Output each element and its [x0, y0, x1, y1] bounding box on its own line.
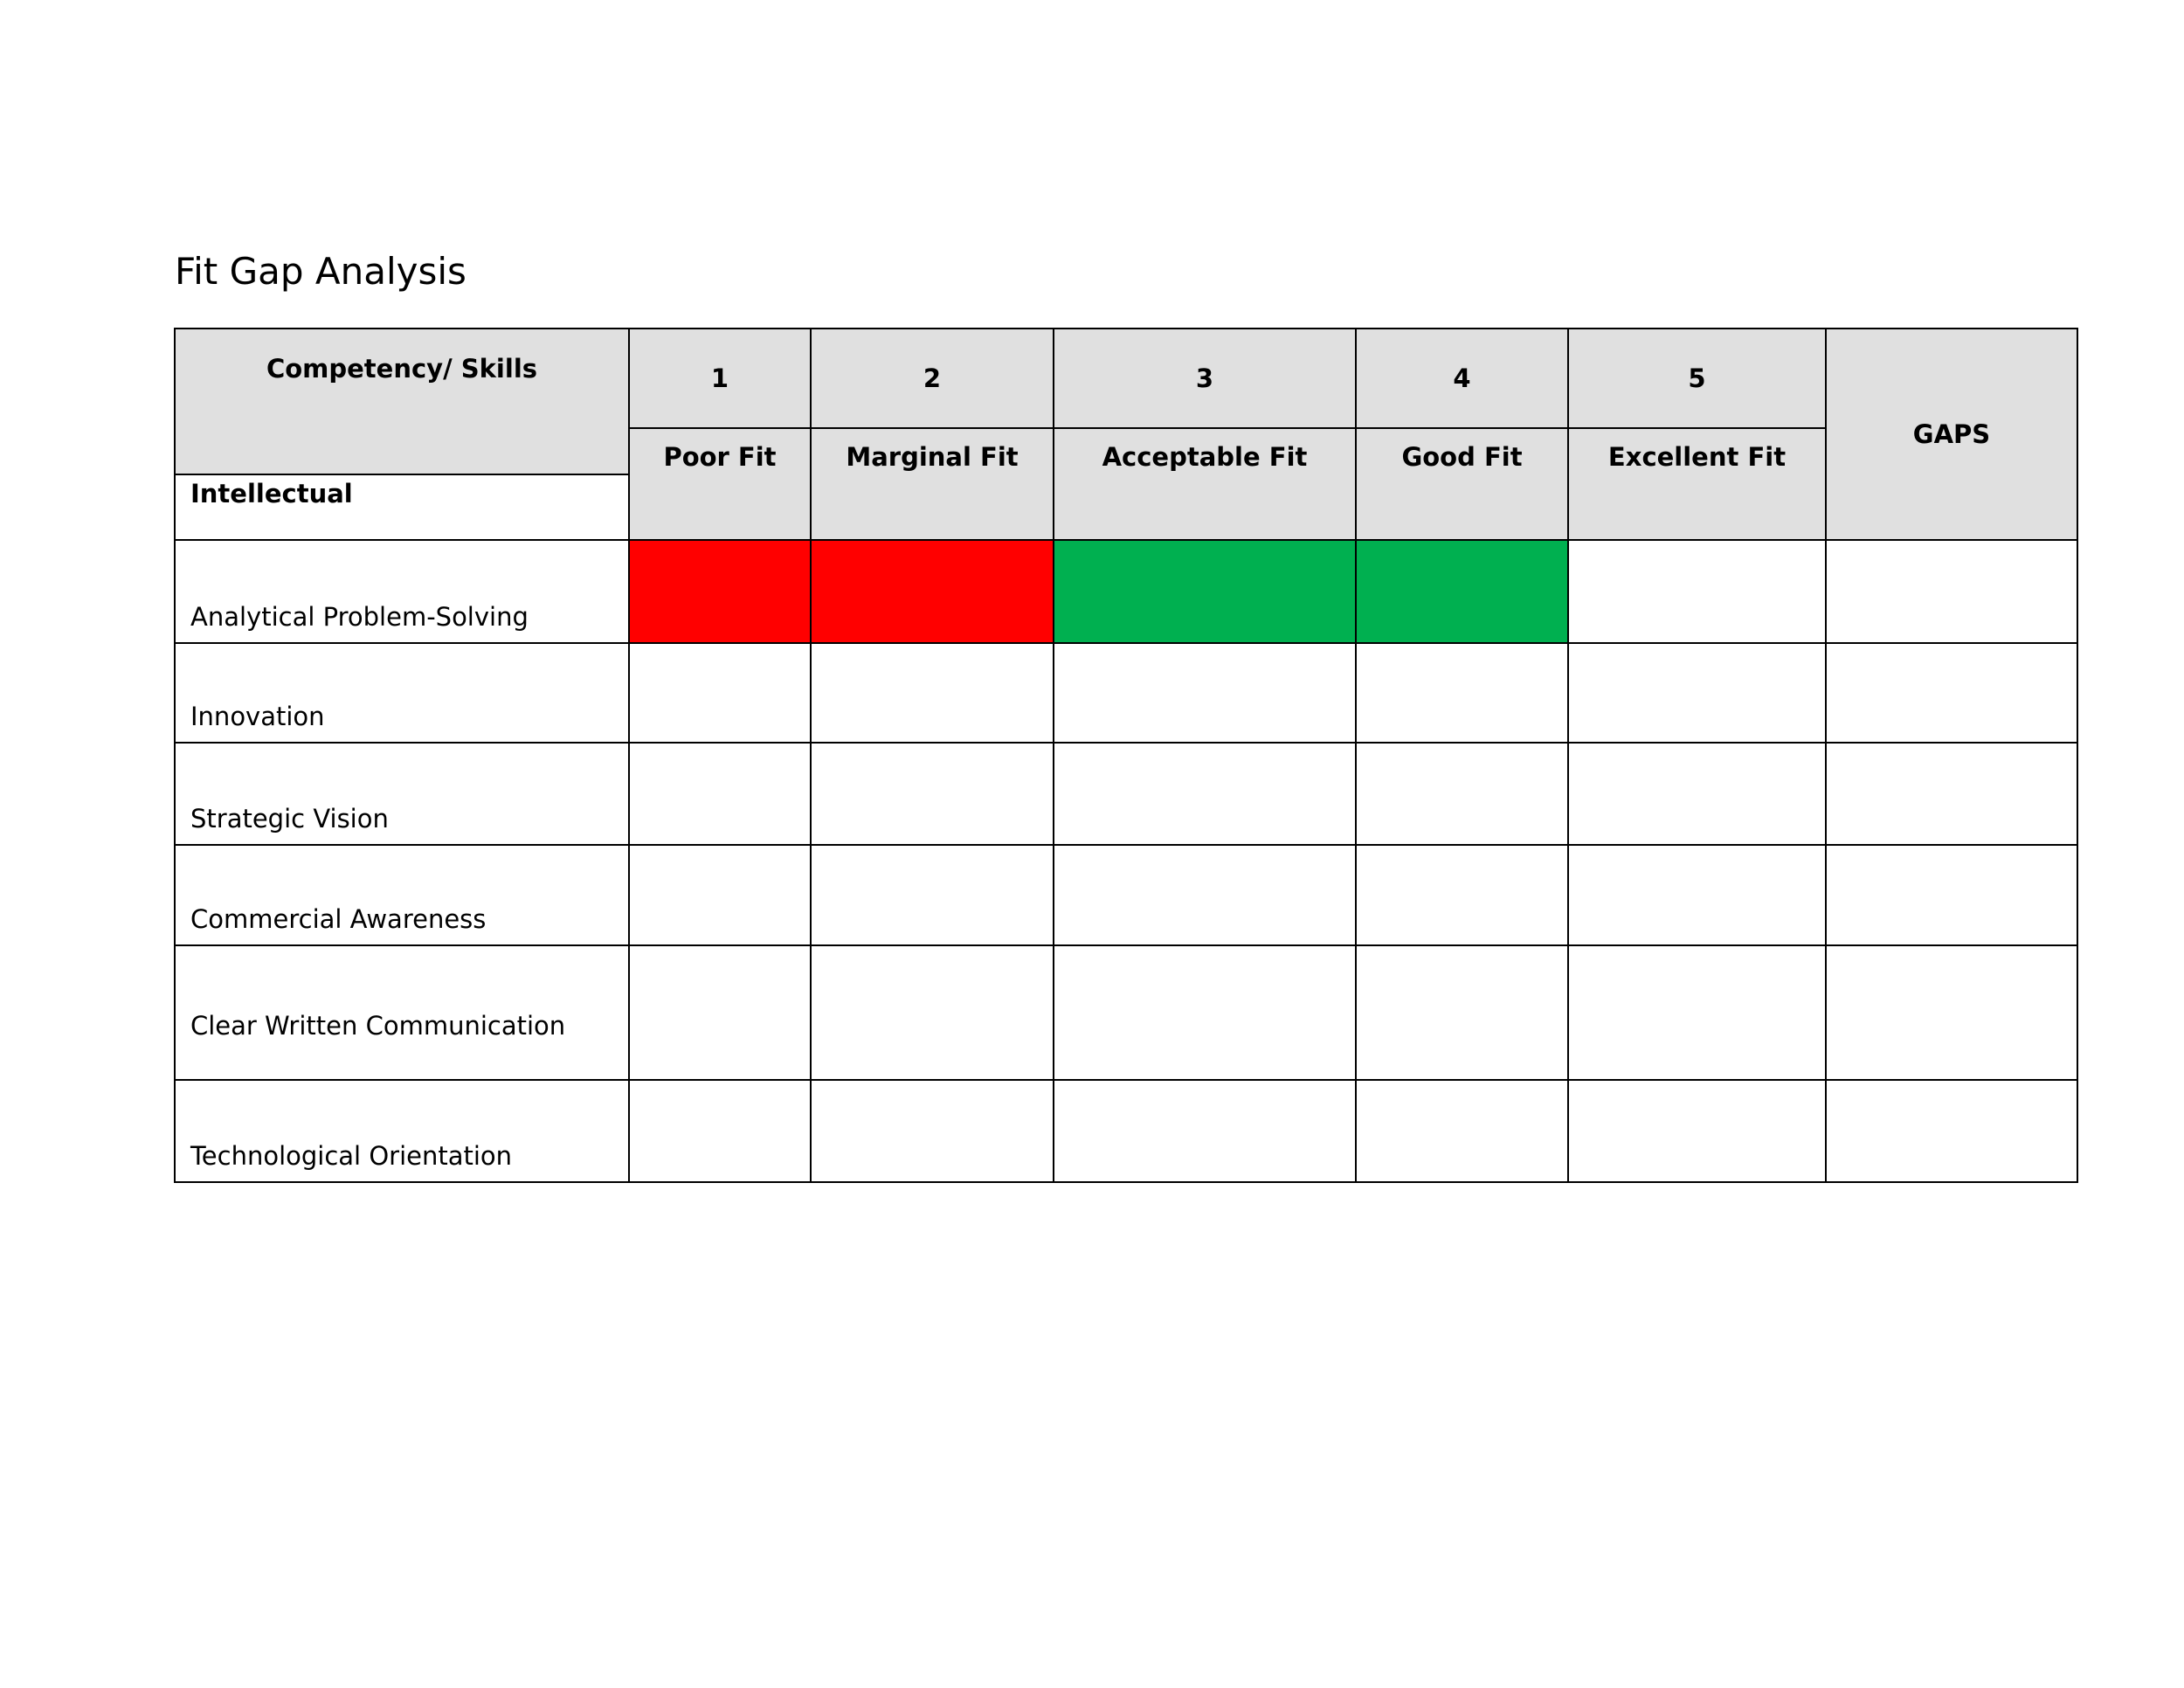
rating-cell[interactable]	[629, 743, 811, 845]
level-label-3: Acceptable Fit	[1054, 428, 1356, 540]
rating-cell[interactable]	[1356, 643, 1568, 743]
rating-cell[interactable]	[1568, 540, 1826, 643]
rating-cell[interactable]	[1568, 643, 1826, 743]
gaps-cell[interactable]	[1826, 845, 2077, 945]
rating-cell[interactable]	[1054, 945, 1356, 1080]
rating-cell[interactable]	[629, 1080, 811, 1182]
rating-cell[interactable]	[1054, 845, 1356, 945]
rating-cell[interactable]	[629, 540, 811, 643]
rating-cell[interactable]	[629, 643, 811, 743]
level-number-1: 1	[629, 329, 811, 428]
gaps-header: GAPS	[1826, 329, 2077, 540]
rating-cell[interactable]	[1054, 540, 1356, 643]
section-label: Intellectual	[175, 474, 629, 540]
level-label-4: Good Fit	[1356, 428, 1568, 540]
rating-cell[interactable]	[1356, 540, 1568, 643]
table-row	[175, 643, 2077, 743]
fit-gap-table	[174, 328, 2078, 1183]
rating-cell[interactable]	[811, 540, 1054, 643]
table-row	[175, 845, 2077, 945]
rating-cell[interactable]	[629, 945, 811, 1080]
rating-cell[interactable]	[629, 845, 811, 945]
rating-cell[interactable]	[1568, 1080, 1826, 1182]
rating-cell[interactable]	[1568, 945, 1826, 1080]
table-row	[175, 1080, 2077, 1182]
rating-cell[interactable]	[811, 1080, 1054, 1182]
rating-cell[interactable]	[811, 945, 1054, 1080]
level-number-3: 3	[1054, 329, 1356, 428]
table-row	[175, 743, 2077, 845]
header-row-numbers	[175, 329, 2077, 428]
gaps-cell[interactable]	[1826, 1080, 2077, 1182]
skill-name: Commercial Awareness	[175, 845, 629, 945]
level-label-5: Excellent Fit	[1568, 428, 1826, 540]
level-number-2: 2	[811, 329, 1054, 428]
rating-cell[interactable]	[1054, 643, 1356, 743]
rating-cell[interactable]	[811, 845, 1054, 945]
rating-cell[interactable]	[1054, 1080, 1356, 1182]
rating-cell[interactable]	[1568, 845, 1826, 945]
gaps-cell[interactable]	[1826, 743, 2077, 845]
rating-cell[interactable]	[811, 743, 1054, 845]
gaps-cell[interactable]	[1826, 643, 2077, 743]
rating-cell[interactable]	[1356, 845, 1568, 945]
skill-name: Analytical Problem-Solving	[175, 540, 629, 643]
rating-cell[interactable]	[1356, 945, 1568, 1080]
page-title: Fit Gap Analysis	[175, 250, 467, 293]
level-number-5: 5	[1568, 329, 1826, 428]
gaps-cell[interactable]	[1826, 945, 2077, 1080]
skill-name: Technological Orientation	[175, 1080, 629, 1182]
rating-cell[interactable]	[1568, 743, 1826, 845]
skill-name: Innovation	[175, 643, 629, 743]
level-label-2: Marginal Fit	[811, 428, 1054, 540]
skill-name: Strategic Vision	[175, 743, 629, 845]
rating-cell[interactable]	[1356, 743, 1568, 845]
gaps-cell[interactable]	[1826, 540, 2077, 643]
competency-header: Competency/ Skills	[175, 329, 629, 474]
level-label-1: Poor Fit	[629, 428, 811, 540]
table-row	[175, 945, 2077, 1080]
rating-cell[interactable]	[1054, 743, 1356, 845]
rating-cell[interactable]	[1356, 1080, 1568, 1182]
level-number-4: 4	[1356, 329, 1568, 428]
skill-name: Clear Written Communication	[175, 945, 629, 1080]
rating-cell[interactable]	[811, 643, 1054, 743]
table-row	[175, 540, 2077, 643]
